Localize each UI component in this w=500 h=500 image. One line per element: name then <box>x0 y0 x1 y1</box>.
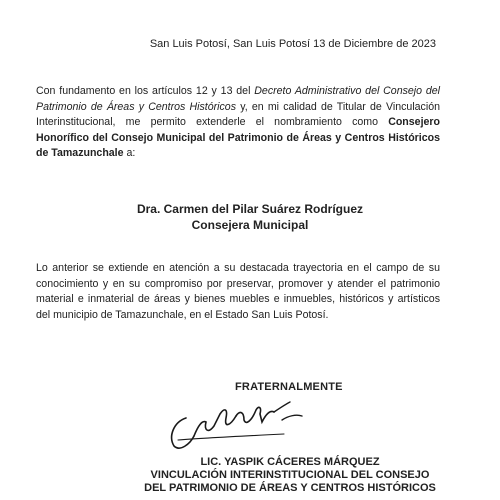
addressee-name: Dra. Carmen del Pilar Suárez Rodríguez <box>136 202 364 216</box>
addressee-block <box>0 201 500 233</box>
decree-title: Decreto Administrativo del Consejo del Patrimonio de Áreas y Centros Históricos <box>36 85 440 113</box>
intro-text-3: a: <box>123 147 136 160</box>
intro-text-1: Con fundamento en los artículos 12 y 13 del <box>36 85 255 97</box>
intro-text-2: y, en mi calidad de Titular de Vinculación Interinstitucional, me permito extenderle el nombramiento como <box>36 100 440 129</box>
body-paragraph: Lo anterior se extiende en atención a su destacada trayectoria en el campo de su conocimiento y en su compromiso por preservar, promover y atender el patrimonio material e inmaterial de áreas y bienes muebles e inmuebles, históricos y artísticos del municipio de Tamazunchale, en el Estado San Luis Potosí. <box>36 262 440 321</box>
signer-block <box>0 456 500 495</box>
signer-title-line-2: DEL PATRIMONIO DE ÁREAS Y CENTROS HISTÓRICOS <box>144 482 436 494</box>
intro-paragraph <box>36 84 440 162</box>
addressee-role: Consejera Municipal <box>191 218 309 232</box>
signer-title-line-1: VINCULACIÓN INTERINSTITUCIONAL DEL CONSEJO <box>150 469 430 481</box>
letterhead-remnant <box>228 0 318 7</box>
closing-salutation: FRATERNALMENTE <box>235 381 343 393</box>
appointment-position: Consejero Honorífico del Consejo Municipal del Patrimonio de Áreas y Centros Históricos de Tamazunchale <box>36 116 440 160</box>
handwritten-signature <box>164 396 324 454</box>
date-line: San Luis Potosí, San Luis Potosí 13 de Diciembre de 2023 <box>149 38 436 50</box>
signer-name: LIC. YASPIK CÁCERES MÁRQUEZ <box>200 456 380 468</box>
